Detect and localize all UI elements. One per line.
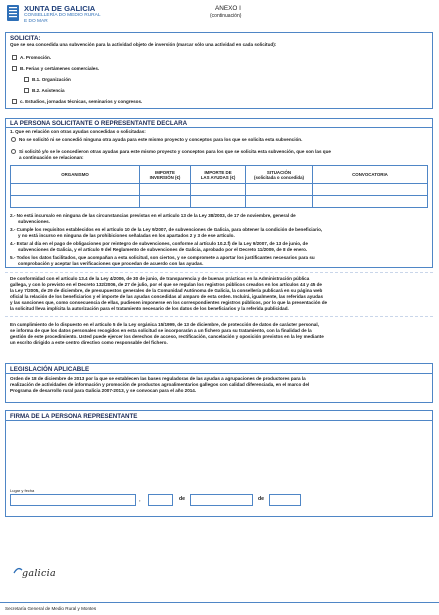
place-date-label: Lugar y fecha <box>10 488 35 493</box>
data-protection-line-3: gestión de este procedimiento. Usted puede ejercer los derechos de acceso, rectificación, cancelación y oposición previstos en la ley mediante <box>10 334 324 339</box>
radio-yes-other-aid[interactable] <box>11 149 16 154</box>
day-input[interactable] <box>148 494 173 506</box>
legislation-title: LEGISLACIÓN APLICABLE <box>10 366 90 373</box>
galicia-logo <box>22 563 56 581</box>
table-cell-input[interactable] <box>191 196 246 208</box>
declara-item-5-line-2: comprobación y aceptar las verificaciones que procedan de acuerdo con las ayudas. <box>18 261 204 266</box>
transparency-line-3: la Ley 7/2005, de 29 de diciembre, de presupuestos generales de la Comunidad Autónoma de Galicia, la consellería publicará en su página web <box>10 288 323 293</box>
declara-item-3-line-2: y no está incurso en ninguna de las prohibiciones señaladas en los apartados 2 y 3 de ese artículo. <box>18 233 235 238</box>
col-situacion: SITUACIÓN (solicitada o concedida) <box>246 166 313 184</box>
option-c-label: c. Estudios, jornadas técnicas, seminarios y congresos. <box>20 99 143 104</box>
declara-item-5-line-1: 5.- Todos los datos facilitados, que acompañan a esta solicitud, son ciertos, y se compromete a aportar los justificantes necesarios para su <box>10 255 315 260</box>
checkbox-b1-organizacion[interactable] <box>24 77 29 82</box>
declara-item-1: 1. Que en relación con otras ayudas concedidas o solicitadas: <box>10 129 146 134</box>
dept-line-1: CONSELLERÍA DO MEDIO RURAL <box>24 13 101 18</box>
table-row <box>11 196 428 208</box>
declara-divider <box>6 127 432 128</box>
option-b1-label: B.1. Organización <box>32 77 71 82</box>
declara-item-4-line-1: 4.- Estar al día en el pago de obligaciones por reintegro de subvenciones, conforme al artículo 10.2.f) de la Ley 9/2007, de 13 de junio, de <box>10 241 308 246</box>
dept-line-2: E DO MAR <box>24 19 48 24</box>
table-cell-input[interactable] <box>11 196 140 208</box>
data-protection-line-2: se informa de que los datos personales recogidos en esta solicitud se incorporarán a un fichero para su tratamiento, con la finalidad de la <box>10 328 312 333</box>
legislation-divider <box>6 373 432 374</box>
secretariat-label: Secretaría General de Medio Rural y Montes <box>5 606 97 611</box>
footer-divider <box>0 602 439 603</box>
legislation-line-3: Programa de desarrollo rural para Galicia 2007-2013, y se convocan para el año 2014. <box>10 388 197 393</box>
annex-subtitle: (continuación) <box>210 13 242 19</box>
declara-item-2-line-2: subvenciones. <box>18 219 50 224</box>
col-importe-ayudas: IMPORTE DE LAS AYUDAS (€) <box>191 166 246 184</box>
option-a-label: A. Promoción. <box>20 55 52 60</box>
declara-item-3-line-1: 3.- Cumple los requisitos establecidos en el artículo 10 de la Ley 9/2007, de subvenciones de Galicia, para obtener la condición de beneficiario, <box>10 227 323 232</box>
transparency-line-5: y las sanciones que, como consecuencia de ellas, pudiesen imponerse en los correspondientes registros públicos, por lo que la presentación de <box>10 300 328 305</box>
table-cell-input[interactable] <box>140 184 191 196</box>
option-b2-label: B.2. Asistencia <box>32 88 65 93</box>
table-cell-input[interactable] <box>246 196 313 208</box>
checkbox-a-promocion[interactable] <box>12 55 17 60</box>
col-importe-inversion: IMPORTE INVERSIÓN (€) <box>140 166 191 184</box>
radio-no-label: No se solicitó ni se concedió ninguna otra ayuda para este mismo proyecto y conceptos para los que se solicita esta subvención. <box>19 137 303 142</box>
org-name: XUNTA DE GALICIA <box>24 4 96 13</box>
checkbox-c-estudios[interactable] <box>12 99 17 104</box>
signature-title: FIRMA DE LA PERSONA REPRESENTANTE <box>10 413 138 420</box>
table-cell-input[interactable] <box>191 184 246 196</box>
declara-item-2-line-1: 2.- No está incursa/o en ninguna de las circunstancias previstas en el artículo 13 de la Ley 38/2003, de 17 de noviembre, general de <box>10 213 296 218</box>
table-cell-input[interactable] <box>313 184 428 196</box>
galicia-logo-text: galicia <box>22 568 56 579</box>
radio-no-other-aid[interactable] <box>11 137 16 142</box>
radio-yes-label-2: a continuación se relacionan: <box>19 155 84 160</box>
comma-label: , <box>139 497 141 503</box>
transparency-line-6: la solicitud lleva implícita la autorización para el tratamiento necesario de los datos de los beneficiarios y la referida publicidad. <box>10 306 289 311</box>
checkbox-b2-asistencia[interactable] <box>24 88 29 93</box>
solicita-title: SOLICITA: <box>10 35 41 42</box>
declara-item-4-line-2: subvenciones de Galicia, y el artículo 9 del Reglamento de subvenciones de Galicia, aprobado por el Decreto 11/2009, de 8 de enero. <box>18 247 308 252</box>
solicita-intro: Que se sea concedida una subvención para la actividad objeto de inversión (marcar sólo una actividad en cada solicitud): <box>10 42 277 47</box>
declara-title: LA PERSONA SOLICITANTE O REPRESENTANTE DECLARA <box>10 120 188 127</box>
xunta-logo <box>6 4 20 22</box>
col-convocatoria: CONVOCATORIA <box>313 166 428 184</box>
table-cell-input[interactable] <box>11 184 140 196</box>
table-cell-input[interactable] <box>140 196 191 208</box>
legislation-line-1: Orden de 18 de diciembre de 2013 por la que se establecen las bases reguladoras de las ayudas a agrupaciones de productores para la <box>10 376 306 381</box>
year-input[interactable] <box>269 494 301 506</box>
table-row <box>11 184 428 196</box>
data-protection-line-1: En cumplimiento de lo dispuesto en el artículo 5 de la Ley orgánica 15/1999, de 13 de diciembre, de protección de datos de carácter personal, <box>10 322 319 327</box>
transparency-line-1: De conformidad con el artículo 13.4 de la Ley 4/2006, de 30 de junio, de transparencia y de buenas prácticas en la Administración pública <box>10 276 310 281</box>
other-aid-table <box>10 165 428 208</box>
signature-divider <box>6 420 432 421</box>
place-input[interactable] <box>10 494 136 506</box>
col-organismo: ORGANISMO <box>11 166 140 184</box>
legislation-line-2: realización de actividades de información y promoción de productos agroalimentarios gallegos con calidad diferenciada, en el marco del <box>10 382 310 387</box>
radio-yes-label-1: Si solicitó y/o se le concedieron otras ayudas para este mismo proyecto y conceptos para los que se solicita esta subvención, que son las que <box>19 149 331 154</box>
separator <box>5 316 433 317</box>
transparency-line-2: gallega, y con lo previsto en el Decreto 132/2006, de 27 de julio, por el que se regulan los registros públicos creados en los artículos 44 y 45 de <box>10 282 322 287</box>
table-cell-input[interactable] <box>246 184 313 196</box>
annex-title: ANEXO I <box>215 5 241 12</box>
option-b-label: B. Ferias y certámenes comerciales. <box>20 66 100 71</box>
de-label-1: de <box>179 496 186 502</box>
de-label-2: de <box>258 496 265 502</box>
checkbox-b-ferias[interactable] <box>12 66 17 71</box>
separator <box>5 272 433 273</box>
data-protection-line-4: un escrito dirigido a este centro directivo como responsable del fichero. <box>10 340 168 345</box>
transparency-line-4: oficial la relación de los beneficiarios y el importe de las ayudas concedidas al amparo de esta orden. Incluirá, igualmente, las referidas ayudas <box>10 294 324 299</box>
galicia-swirl-icon <box>12 564 24 576</box>
xunta-shield-icon <box>6 4 20 22</box>
table-cell-input[interactable] <box>313 196 428 208</box>
month-input[interactable] <box>190 494 253 506</box>
